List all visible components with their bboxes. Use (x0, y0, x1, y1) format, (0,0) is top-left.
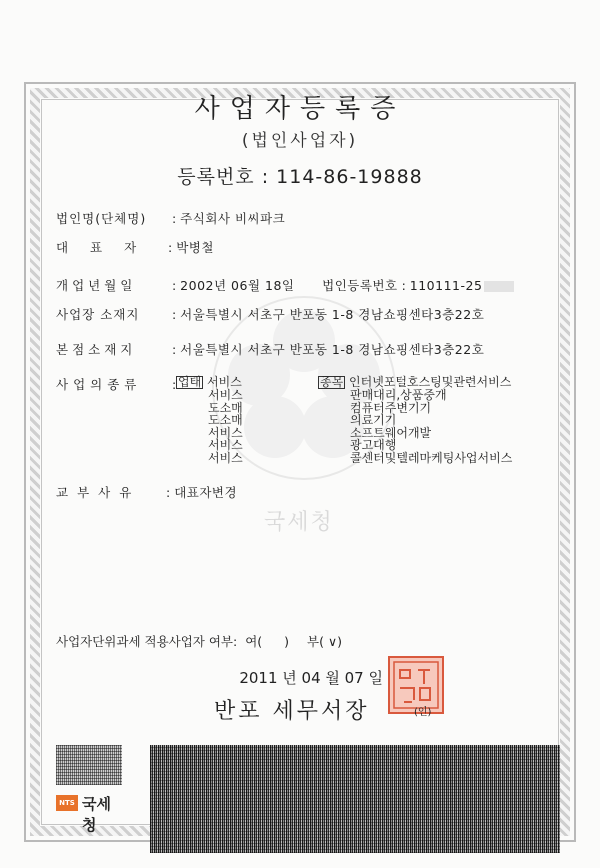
item-entry: 판매대리,상품중개 (350, 388, 447, 402)
nts-logo (56, 792, 122, 834)
issue-reason-value: 대표자변경 (174, 485, 238, 500)
unit-tax-no: 부( (307, 634, 324, 649)
category-item: 도소매 (208, 400, 243, 415)
representative-value: 박병철 (176, 240, 214, 255)
category-item: 서비스 (207, 375, 242, 389)
representative-label: 대 표 자 (56, 240, 146, 255)
open-date-row: 개업년월일 : 2002년 06월 18일 법인등록번호 : 110111-25 (56, 276, 514, 294)
item-entry: 콜센터및텔레마케팅사업서비스 (350, 450, 513, 465)
item-entry: 의료기기 (350, 413, 397, 427)
corp-reg-label: 법인등록번호 (322, 278, 398, 293)
unit-tax-yes: 여( (245, 634, 263, 649)
unit-tax-question: 사업자단위과세 적용사업자 여부: 여( ) 부( ∨) (56, 634, 343, 649)
category-item: 서비스 (208, 425, 243, 440)
watermark-text: 국세청 (264, 510, 334, 535)
tax-office-name: 반포 세무서장 (214, 699, 370, 724)
item-entry: 컴퓨터주변기기 (350, 400, 432, 415)
category-item: 서비스 (208, 438, 243, 452)
registration-number-label: 등록번호 (177, 166, 255, 188)
issue-reason-label: 교부사유 (56, 485, 141, 500)
biz-type-row: 사업의종류 : (56, 377, 177, 392)
category-column (176, 376, 243, 464)
check-mark-icon: ∨ (327, 634, 338, 649)
location-label: 사업장 소재지 (56, 307, 140, 322)
seal-mark: (인) (414, 707, 432, 718)
category-item: 도소매 (208, 413, 243, 427)
hq-value: 서울특별시 서초구 반포동 1-8 경남쇼핑센타3층22호 (180, 342, 485, 357)
hq-row: 본점소재지 : 서울특별시 서초구 반포동 1-8 경남쇼핑센타3층22호 (56, 342, 485, 357)
item-label: 종목 (320, 375, 344, 389)
item-entry: 소프트웨어개발 (350, 425, 432, 440)
item-entry: 광고대행 (350, 438, 397, 452)
representative-row: 대 표 자 : 박병철 (56, 240, 214, 255)
issue-date: 2011 년 04 월 07 일 (239, 669, 383, 687)
item-column (318, 376, 512, 464)
hq-label: 본점소재지 (56, 342, 137, 357)
category-item: 서비스 (208, 450, 243, 465)
document-subtitle: (법인사업자) (241, 131, 359, 151)
item-entry: 인터넷포털호스팅및관련서비스 (349, 375, 512, 389)
security-barcode (150, 745, 560, 853)
redacted-block (484, 281, 514, 292)
category-item: 서비스 (208, 388, 243, 402)
location-value: 서울특별시 서초구 반포동 1-8 경남쇼핑센타3층22호 (180, 307, 485, 322)
open-date-value: 2002년 06월 18일 (180, 278, 295, 293)
corp-name-value: 주식회사 비씨파크 (180, 211, 286, 226)
document-title: 사업자등록증 (194, 94, 406, 124)
registration-number-value: 114-86-19888 (276, 166, 423, 188)
nts-logo-text: 국세청 (82, 795, 111, 834)
open-date-label: 개업년월일 (56, 278, 137, 293)
unit-tax-question-text: 사업자단위과세 적용사업자 여부: (56, 634, 238, 649)
corp-name-row: 법인명(단체명) : 주식회사 비씨파크 (56, 211, 286, 226)
corp-reg-value: 110111-25 (409, 278, 483, 293)
location-row: 사업장 소재지 : 서울특별시 서초구 반포동 1-8 경남쇼핑센타3층22호 (56, 307, 485, 322)
corp-name-label: 법인명(단체명) (56, 211, 147, 226)
registration-number: 등록번호 : 114-86-19888 (177, 166, 423, 188)
security-pattern-small (56, 745, 122, 785)
biz-type-label: 사업의종류 (56, 377, 142, 392)
category-label: 업태 (178, 375, 202, 389)
issue-reason-row: 교부사유 : 대표자변경 (56, 485, 238, 500)
nts-logo-icon: NTS (56, 795, 78, 811)
